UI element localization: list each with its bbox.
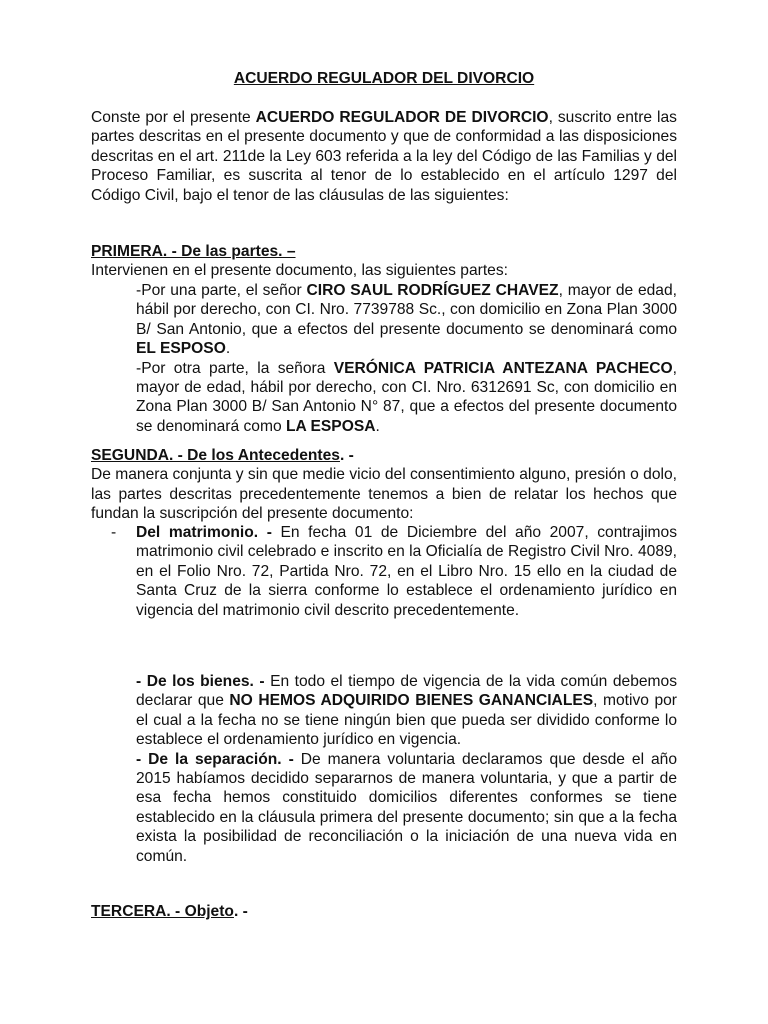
antecedente-matrimonio: - Del matrimonio. - En fecha 01 de Diciembre del año 2007, contrajimos matrimonio civil celebrado e inscrito en la Oficialía de Registro Civil Nro. 4089, en el Folio Nro. 72, Partida Nro. 72, en el Libro Nro. 15 ello en la ciudad de Santa Cruz de la sierra conforme lo establece el ordenamiento jurídico en vigencia del matrimonio civil descrito precedentemente.	[111, 524, 677, 619]
party-husband: -Por una parte, el señor CIRO SAUL RODRÍGUEZ CHAVEZ, mayor de edad, hábil por derecho, con CI. Nro. 7739788 Sc., con domicilio en Zona Plan 3000 B/ San Antonio, que a efectos del presente documento se denominará como EL ESPOSO.	[136, 282, 677, 358]
clause-segunda-lead: De manera conjunta y sin que medie vicio del consentimiento alguno, presión o dolo, las partes descritas precedentemente tenemos a bien de relatar los hechos que fundan la suscripción del presente documento:	[91, 466, 677, 523]
clause-primera-heading: PRIMERA. - De las partes. –	[91, 243, 296, 260]
clause-segunda-heading: SEGUNDA. - De los Antecedentes. -	[91, 447, 354, 464]
bullet-dash: -	[111, 524, 117, 541]
party-wife: -Por otra parte, la señora VERÓNICA PATRICIA ANTEZANA PACHECO, mayor de edad, hábil por derecho, con CI. Nro. 6312691 Sc, con domicilio en Zona Plan 3000 B/ San Antonio N° 87, que a efectos del presente documento se denominará como LA ESPOSA.	[136, 359, 677, 435]
intro-paragraph: Conste por el presente ACUERDO REGULADOR DE DIVORCIO, suscrito entre las partes descritas en el presente documento y que de conformidad a las disposiciones descritas en el art. 211de la Ley 603 referida a la ley del Código de las Familias y del Proceso Familiar, es suscrita al tenor de lo establecido en el artículo 1297 del Código Civil, bajo el tenor de las cláusulas de las siguientes:	[91, 109, 677, 204]
document-title: ACUERDO REGULADOR DEL DIVORCIO	[233, 70, 535, 87]
antecedente-bienes: - De los bienes. - En todo el tiempo de vigencia de la vida común debemos declarar que NO HEMOS ADQUIRIDO BIENES GANANCIALES, motivo por el cual a la fecha no se tiene ningún bien que pueda ser dividido conforme lo establece el ordenamiento jurídico en vigencia.	[136, 673, 677, 749]
clause-primera-parties	[136, 281, 677, 436]
antecedente-separacion: - De la separación. - De manera voluntaria declaramos que desde el año 2015 habíamos decidido separarnos de manera voluntaria, y que a partir de esa fecha hemos constituido domicilios diferentes conformes se tiene establecido en la cláusula primera del presente documento; sin que a la fecha exista la posibilidad de reconciliación o la iniciación de una nueva vida en común.	[136, 750, 678, 865]
antecedente-bienes-separacion	[136, 672, 677, 866]
clause-segunda	[91, 446, 677, 524]
clause-primera	[91, 242, 677, 281]
clause-tercera-heading: TERCERA. - Objeto. -	[91, 903, 248, 920]
clause-primera-lead: Intervienen en el presente documento, las siguientes partes:	[91, 262, 508, 280]
clause-tercera	[91, 902, 677, 921]
